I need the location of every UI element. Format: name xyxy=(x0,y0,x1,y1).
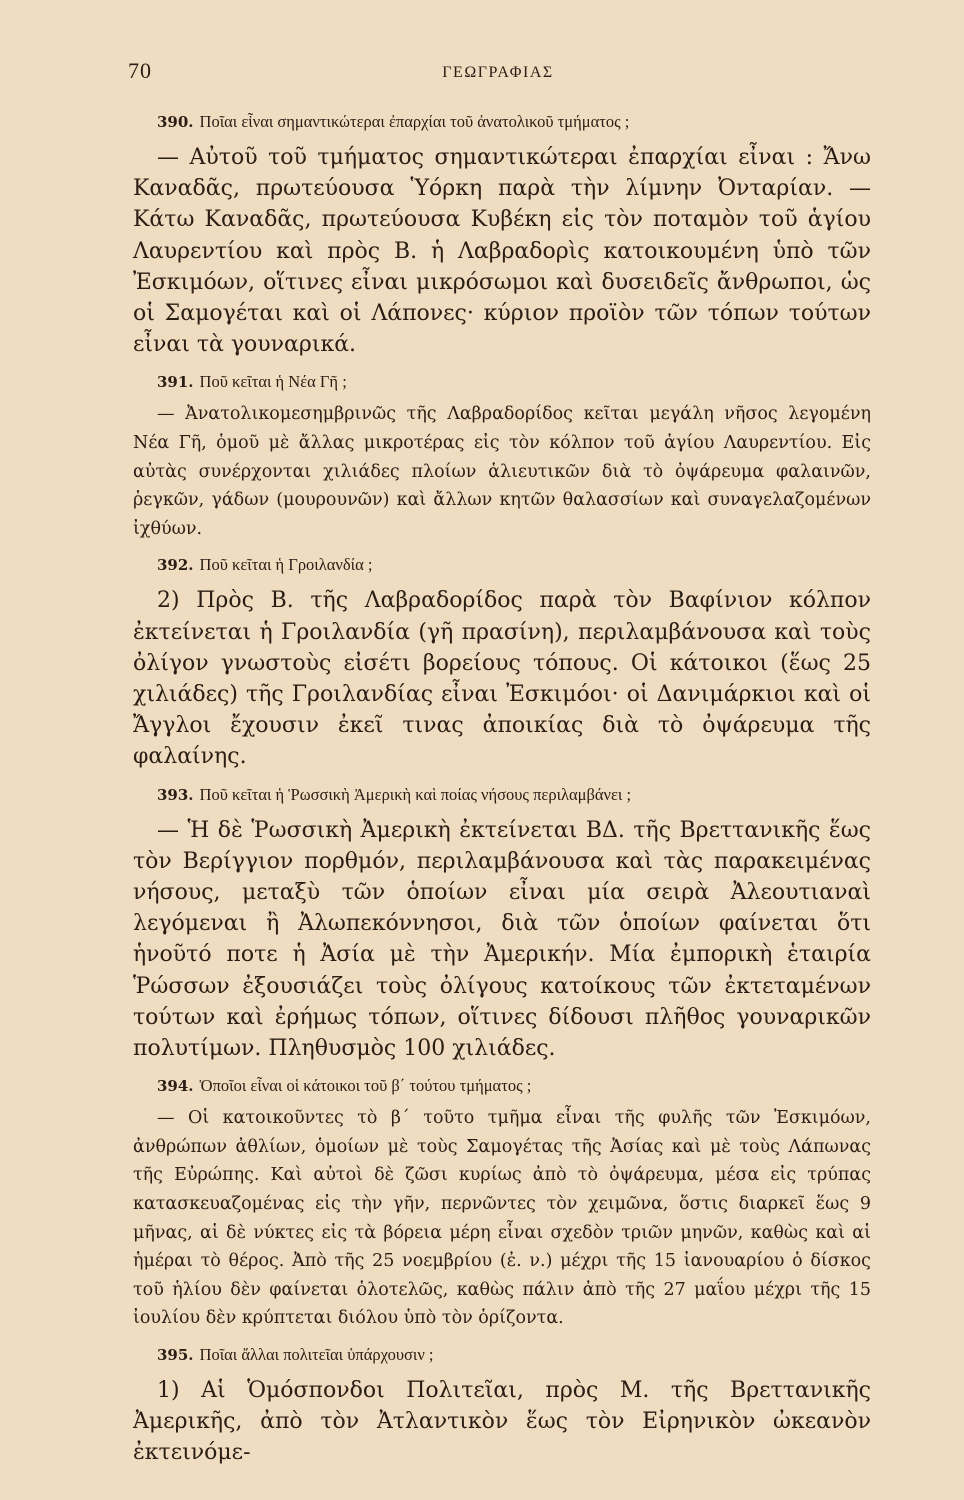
question-number: 392. xyxy=(157,556,194,575)
question-number: 395. xyxy=(157,1345,194,1364)
running-title: ΓΕΩΓΡΑΦΙΑΣ xyxy=(442,64,554,81)
answer-390: — Αὐτοῦ τοῦ τμήματος σημαντικώτεραι ἐπαρχίαι εἶναι : Ἄνω Καναδᾶς, πρωτεύουσα Ὑόρκη παρὰ τὴν λίμνην Ὀνταρίαν. — Κάτω Καναδᾶς, πρωτεύουσα Κυβέκη εἰς τὸν ποταμὸν τοῦ ἁγίου Λαυρεντίου καὶ πρὸς Β. ἡ Λαβραδορὶς κατοικουμένη ὑπὸ τῶν Ἐσκιμόων, οἵτινες εἶναι μικρόσωμοι καὶ δυσειδεῖς ἄνθρωποι, ὡς οἱ Σαμογέται καὶ οἱ Λάπονες· κύριον προϊὸν τῶν τόπων τούτων εἶναι τὰ γουναρικά. xyxy=(133,145,871,358)
question-391 xyxy=(133,368,871,396)
page-body xyxy=(133,108,871,1477)
question-number: 394. xyxy=(157,1077,194,1096)
answer-392: 2) Πρὸς Β. τῆς Λαβραδορίδος παρὰ τὸν Βαφίνιον κόλπον ἐκτείνεται ἡ Γροιλανδία (γῆ πρασίνη), περιλαμβάνουσα καὶ τοὺς ὀλίγον γνωστοὺς εἰσέτι βορείους τόπους. Οἱ κάτοικοι (ἕως 25 χιλιάδες) τῆς Γροιλανδίας εἶναι Ἐσκιμόοι· οἱ Δανιμάρκιοι καὶ οἱ Ἄγγλοι ἔχουσιν ἐκεῖ τινας ἀποικίας διὰ τὸ ὀψάρευμα τῆς φαλαίνης. xyxy=(133,588,871,770)
question-number: 393. xyxy=(157,785,194,804)
question-393 xyxy=(133,781,871,809)
question-text: Ὁποῖοι εἶναι οἱ κάτοικοι τοῦ β΄ τούτου τμήματος ; xyxy=(199,1076,532,1096)
question-number: 390. xyxy=(157,113,194,131)
question-text: Ποῖαι ἄλλαι πολιτεῖαι ὑπάρχουσιν ; xyxy=(199,1344,434,1364)
question-text: Ποῦ κεῖται ἡ Γροιλανδία ; xyxy=(199,555,373,575)
question-text: Ποῦ κεῖται ἡ Ῥωσσικὴ Ἀμερικὴ καὶ ποίας νήσους περιλαμβάνει ; xyxy=(199,784,632,804)
answer-393: — Ἡ δὲ Ῥωσσικὴ Ἀμερικὴ ἐκτείνεται ΒΔ. τῆς Βρεττανικῆς ἕως τὸν Βερίγγιον πορθμόν, περιλαμβάνουσα καὶ τὰς παρακειμένας νήσους, μεταξὺ τῶν ὁποίων εἶναι μία σειρὰ Ἀλεουτιαναὶ λεγόμεναι ἢ Ἀλωπεκόννησοι, διὰ τῶν ὁποίων φαίνεται ὅτι ἡνοῦτό ποτε ἡ Ἀσία μὲ τὴν Ἀμερικήν. Μία ἐμπορικὴ ἑταιρία Ῥώσσων ἐξουσιάζει τοὺς ὀλίγους κατοίκους τῶν ἐκτεταμένων τούτων καὶ ἐρήμως τόπων, οἵτινες δίδουσι πλῆθος γουναρικῶν πολυτίμων. Πληθυσμὸς 100 χιλιάδες. xyxy=(133,817,871,1062)
page-header xyxy=(128,58,868,88)
question-392 xyxy=(133,551,871,579)
answer-395: 1) Αἱ Ὁμόσπονδοι Πολιτεῖαι, πρὸς Μ. τῆς Βρεττανικῆς Ἀμερικῆς, ἀπὸ τὸν Ἀτλαντικὸν ἕως τὸν Εἰρηνικὸν ὠκεανὸν ἐκτεινόμε- xyxy=(133,1377,871,1466)
question-394 xyxy=(133,1072,871,1100)
answer-394: — Οἱ κατοικοῦντες τὸ β΄ τοῦτο τμῆμα εἶναι τῆς φυλῆς τῶν Ἐσκιμόων, ἀνθρώπων ἀθλίων, ὁμοίων μὲ τοὺς Σαμογέτας τῆς Ἀσίας καὶ μὲ τοὺς Λάπωνας τῆς Εὐρώπης. Καὶ αὐτοὶ δὲ ζῶσι κυρίως ἀπὸ τὸ ὀψάρευμα, μέσα εἰς τρύπας κατασκευαζομένας εἰς τὴν γῆν, περνῶντες τὸν χειμῶνα, ὅστις διαρκεῖ ἕως 9 μῆνας, αἱ δὲ νύκτες εἰς τὰ βόρεια μέρη εἶναι σχεδὸν τριῶν μηνῶν, καθὼς καὶ αἱ ἡμέραι τὸ θέρος. Ἀπὸ τῆς 25 νοεμβρίου (ἐ. ν.) μέχρι τῆς 15 ἰανουαρίου ὁ δίσκος τοῦ ἡλίου δὲν φαίνεται ὁλοτελῶς, καθὼς πάλιν ἀπὸ τῆς 27 μαΐου μέχρι τῆς 15 ἰουλίου δὲν κρύπτεται διόλου ὑπὸ τὸν ὁρίζοντα. xyxy=(133,1108,871,1329)
question-text: Ποῖαι εἶναι σημαντικώτεραι ἐπαρχίαι τοῦ ἀνατολικοῦ τμήματος ; xyxy=(199,112,630,131)
question-395 xyxy=(133,1341,871,1369)
question-390 xyxy=(133,108,871,136)
answer-391: — Ἀνατολικομεσημβρινῶς τῆς Λαβραδορίδος κεῖται μεγάλη νῆσος λεγομένη Νέα Γῆ, ὁμοῦ μὲ ἄλλας μικροτέρας εἰς τὸν κόλπον τοῦ ἁγίου Λαυρεντίου. Εἰς αὐτὰς συνέρχονται χιλιάδες πλοίων ἁλιευτικῶν διὰ τὸ ὀψάρευμα φαλαινῶν, ῥεγκῶν, γάδων (μουρουνῶν) καὶ ἄλλων κητῶν θαλασσίων καὶ συναγελαζομένων ἰχθύων. xyxy=(133,404,871,539)
question-number: 391. xyxy=(157,373,194,392)
page-number: 70 xyxy=(128,58,152,83)
question-text: Ποῦ κεῖται ἡ Νέα Γῆ ; xyxy=(199,372,347,392)
